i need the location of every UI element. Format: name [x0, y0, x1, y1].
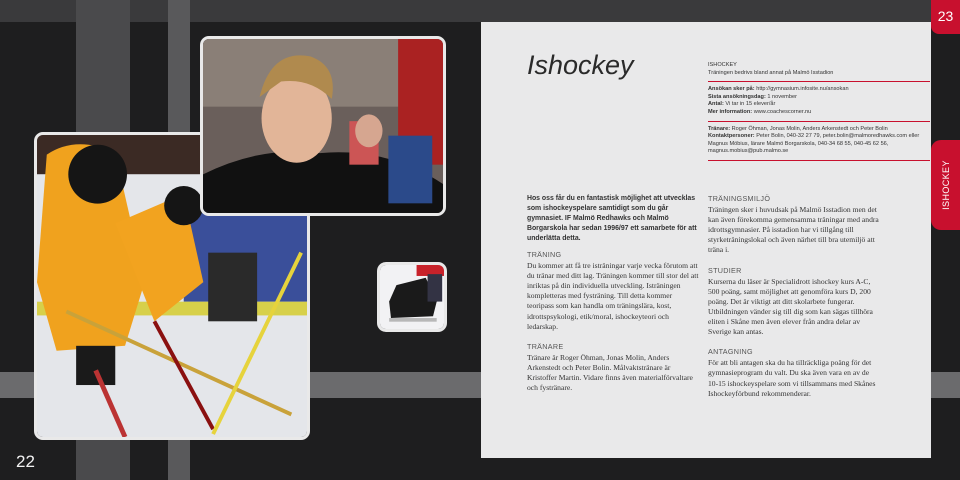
body-paragraph: Träningen sker i huvudsak på Malmö Isstadion men det kan även förekomma gemensamma träningar med andra idrottsgymnasier. På isstadion har vi tillgång till styrketräningslokal och även närhet till bra utemiljö att träna i. [708, 205, 879, 255]
section-heading: TRÄNING [527, 250, 562, 259]
info-label: Mer information: [708, 108, 753, 115]
info-label: Ansökan sker på: [708, 86, 755, 93]
info-box [708, 60, 930, 163]
section-heading: TRÄNARE [527, 341, 564, 351]
body-paragraph: För att bli antagen ska du ha tillräckliga poäng för det gymnasieprogram du valt. Du ska även vara en av de 10-15 ishockeyspelare som vi tillsammans med Skånes Ishockeyförbund rekommenderar. [708, 358, 876, 398]
lead-paragraph: Hos oss får du en fantastisk möjlighet att utvecklas som ishockeyspelare samtidigt som du går gymnasiet. IF Malmö Redhawks och Malmö Borgarskola har sedan 1996/97 ett samarbete för att underlätta detta. [527, 195, 697, 242]
divider [708, 121, 930, 122]
divider [708, 160, 930, 161]
divider [708, 81, 930, 82]
page-number-left: 22 [16, 452, 35, 471]
text-column-right [708, 194, 880, 399]
body-paragraph: Tränare är Roger Öhman, Jonas Molin, Anders Arkenstedt och Peter Bolin. Målvaktstränare är Kristoffer Martin. Vidare finns även materialförvaltare och fystränare. [527, 352, 693, 393]
player-portrait-photo [200, 36, 446, 216]
skate-photo [377, 262, 447, 332]
info-contacts [708, 124, 930, 160]
page-title: Ishockey [527, 50, 634, 80]
info-value: Peter Bolin, 040-32 27 79, peter.bolin@malmoredhawks.com eller Magnus Möbius, lärare Malmö Borgarskola, 040-34 68 55, 040-45 62 56, magnus.mobius@pub.malmo.se [708, 133, 920, 155]
section-heading: STUDIER [708, 265, 742, 275]
section-tab [931, 140, 960, 230]
info-line: ISHOCKEY [708, 62, 737, 68]
info-value: Roger Öhman, Jonas Molin, Anders Arkenstedt och Peter Bolin [731, 125, 888, 132]
info-header [708, 60, 930, 81]
top-band [0, 0, 960, 22]
body-paragraph: Kurserna du läser är Specialidrott ishockey kurs A-C, 500 poäng, samt möjlighet att genomföra kurs D, 200 poäng. Det är viktigt att ditt skolarbete fungerar. Utbildningen vänder sig till dig som kan sägas tillhöra eliten i Skåne men även elever från andra delar av Sverige kan antas. [708, 276, 873, 337]
website-link[interactable]: www.coachescorner.nu [753, 108, 812, 115]
info-facts [708, 84, 930, 120]
info-label: Tränare: [708, 125, 731, 132]
section-heading: ANTAGNING [708, 347, 753, 357]
info-label: Antal: [708, 101, 724, 108]
info-value: 1 november [767, 93, 797, 100]
info-value: Vi tar in 15 elever/år [725, 101, 776, 108]
application-link[interactable]: http://gymnasium.infosite.nu/ansokan [756, 86, 849, 93]
body-paragraph: Du kommer att få tre isträningar varje vecka förutom att du tränar med ditt lag. Träningen kommer till stor del att inriktas på din individuella utveckling. Isträningen kompletteras med fysträning. Till detta kommer teoripass som kan handla om träningslära, kost, idrottspsykologi, etik/moral, ishockeyteori och ledarskap. [527, 261, 699, 331]
page-number-right: 23 [931, 0, 960, 34]
info-label: Sista ansökningsdag: [708, 93, 766, 100]
text-column-left [527, 194, 699, 393]
info-label: Kontaktpersoner: [708, 133, 755, 140]
info-line: Träningen bedrivs bland annat på Malmö Isstadion [708, 69, 834, 76]
section-tab-label: ISHOCKEY [940, 160, 951, 210]
section-heading: TRÄNINGSMILJÖ [708, 194, 771, 203]
